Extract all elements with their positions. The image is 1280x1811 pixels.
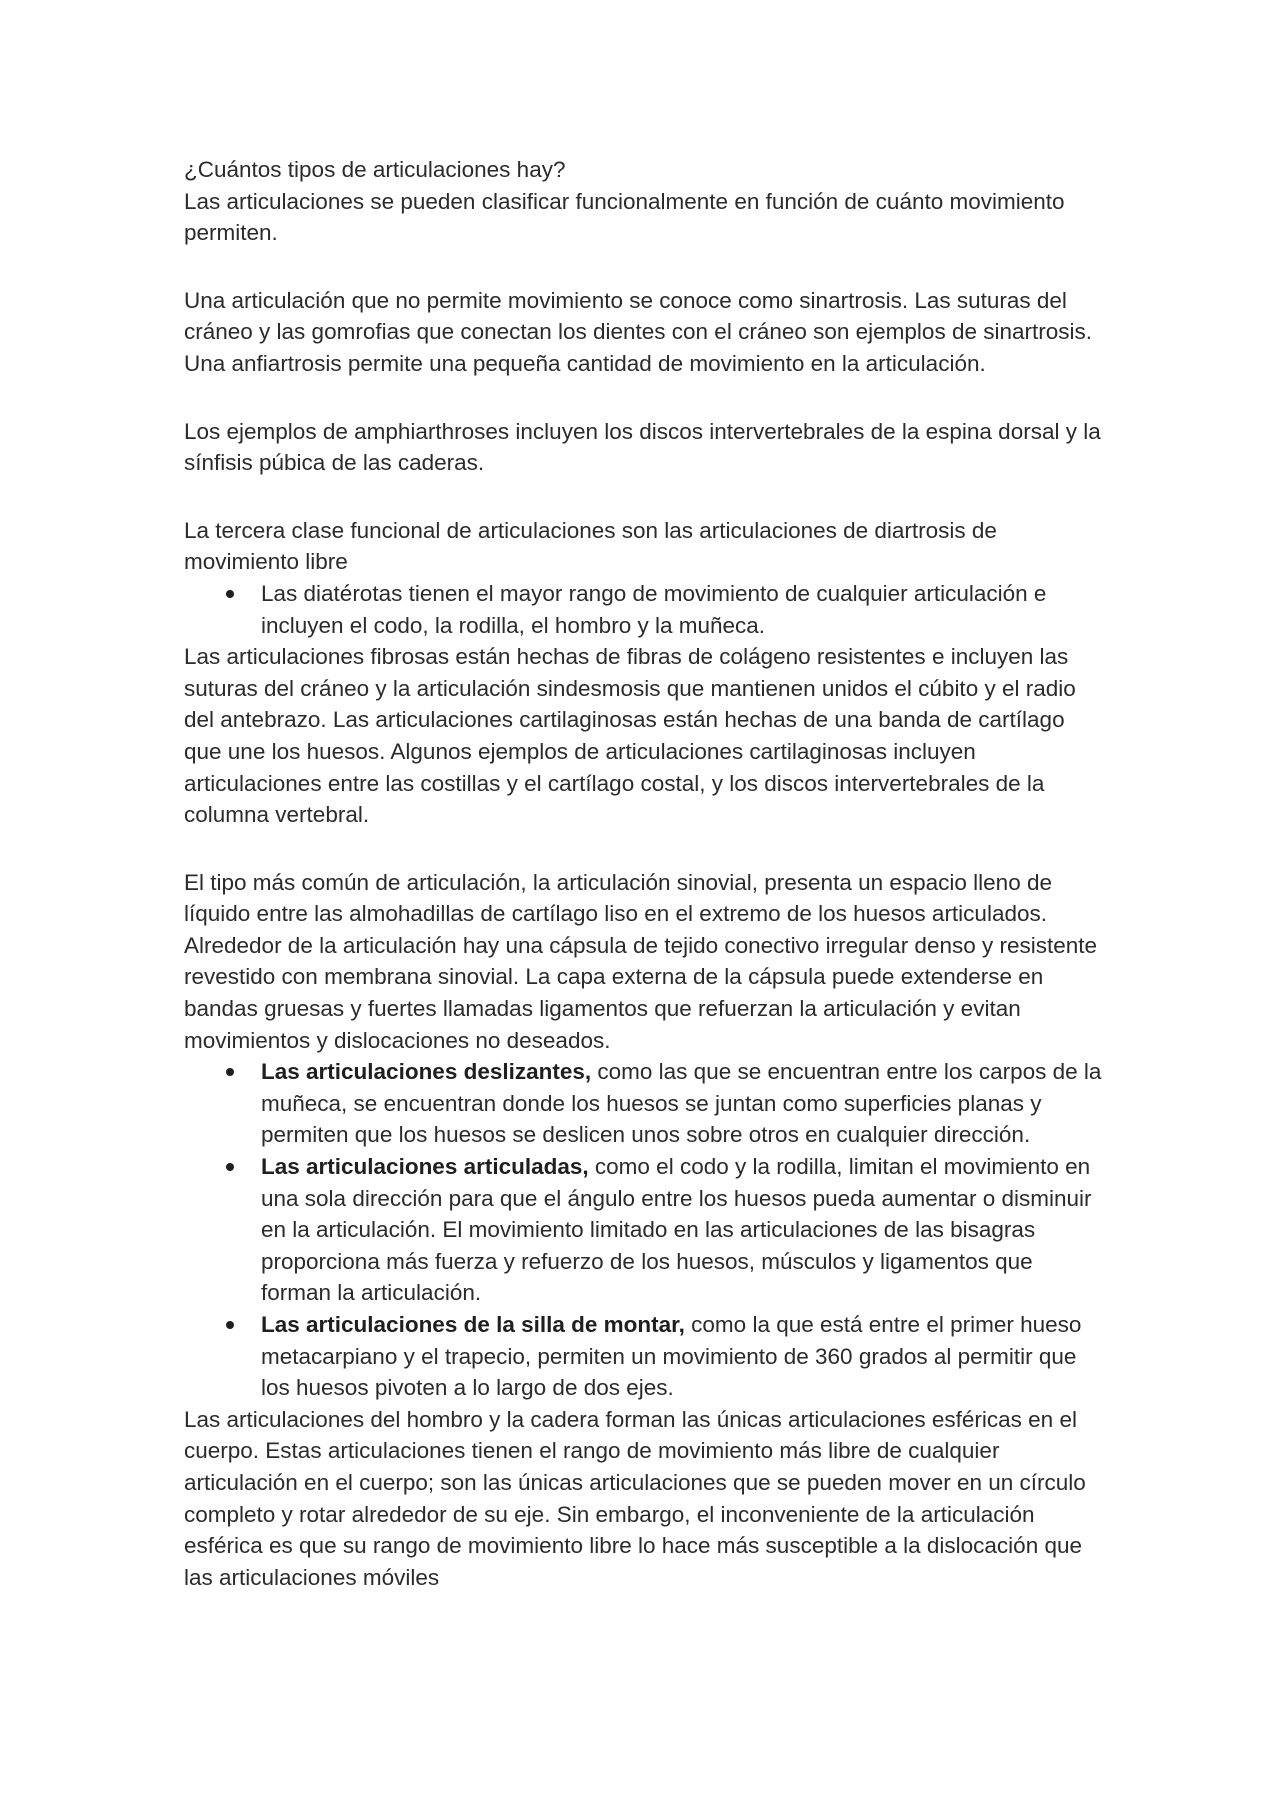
bullet-icon — [226, 1321, 234, 1329]
intro-paragraph: Las articulaciones se pueden clasificar funcionalmente en función de cuánto movimiento permiten. — [184, 188, 1065, 246]
synovial-paragraph: El tipo más común de articulación, la articulación sinovial, presenta un espacio lleno de líquido entre las almohadillas de cartílago liso en el extremo de los huesos articulados. Alrededor de la articulación hay una cápsula de tejido conectivo irregular denso y resistente revestido con membrana sinovial. La capa externa de la cápsula puede extenderse en bandas gruesas y fuertes llamadas ligamentos que refuerzan la articulación y evitan movimientos y dislocaciones no deseados. — [184, 869, 1098, 1053]
list-item-text: como el codo y la rodilla, limitan el movimiento en una sola dirección para que el ángulo entre los huesos pueda aumentar o disminuir en la articulación. El movimiento limitado en las articulaciones de las bisagras proporciona más fuerza y refuerzo de los huesos, músculos y ligamentos que forman la articulación. — [261, 1154, 1092, 1306]
question-heading: ¿Cuántos tipos de articulaciones hay? — [184, 157, 566, 182]
list-item — [184, 1056, 1104, 1151]
list-item-text: Las diatérotas tienen el mayor rango de movimiento de cualquier articulación e incluyen el codo, la rodilla, el hombro y la muñeca. — [261, 580, 1047, 638]
fibrous-paragraph: Las articulaciones fibrosas están hechas de fibras de colágeno resistentes e incluyen las suturas del cráneo y la articulación sindesmosis que mantienen unidos el cúbito y el radio del antebrazo. Las articulaciones cartilaginosas están hechas de una banda de cartílago que une los huesos. Algunos ejemplos de articulaciones cartilaginosas incluyen articulaciones entre las costillas y el cartílago costal, y los discos intervertebrales de la columna vertebral. — [184, 644, 1076, 828]
list-item — [184, 1151, 1104, 1309]
bullet-icon — [226, 590, 234, 598]
document-body — [184, 154, 1104, 1593]
list-item — [184, 1309, 1104, 1404]
amphiarthroses-paragraph: Los ejemplos de amphiarthroses incluyen los discos intervertebrales de la espina dorsal y la sínfisis púbica de las caderas. — [184, 418, 1101, 476]
diarthrosis-paragraph: La tercera clase funcional de articulaciones son las articulaciones de diartrosis de movimiento libre — [184, 517, 997, 575]
bullet-icon — [226, 1068, 234, 1076]
ball-joint-paragraph: Las articulaciones del hombro y la cadera forman las únicas articulaciones esféricas en el cuerpo. Estas articulaciones tienen el rango de movimiento más libre de cualquier articulación en el cuerpo; son las únicas articulaciones que se pueden mover en un círculo completo y rotar alrededor de su eje. Sin embargo, el inconveniente de la articulación esférica es que su rango de movimiento libre lo hace más susceptible a la dislocación que las articulaciones móviles — [184, 1406, 1086, 1590]
synarthrosis-paragraph: Una articulación que no permite movimiento se conoce como sinartrosis. Las suturas del cráneo y las gomrofias que conectan los dientes con el cráneo son ejemplos de sinartrosis. Una anfiartrosis permite una pequeña cantidad de movimiento en la articulación. — [184, 287, 1092, 376]
list-item-bold-term: Las articulaciones deslizantes, — [261, 1059, 592, 1085]
list-item — [184, 578, 1104, 641]
list-item-text: como la que está entre el primer hueso metacarpiano y el trapecio, permiten un movimiento de 360 grados al permitir que los huesos pivoten a lo largo de dos ejes. — [261, 1312, 1082, 1401]
list-item-text: como las que se encuentran entre los carpos de la muñeca, se encuentran donde los huesos se juntan como superficies planas y permiten que los huesos se deslicen unos sobre otros en cualquier dirección. — [261, 1059, 1102, 1148]
diarthrosis-bullet-list — [184, 578, 1104, 641]
list-item-bold-term: Las articulaciones articuladas, — [261, 1154, 589, 1180]
synovial-bullet-list — [184, 1056, 1104, 1404]
list-item-bold-term: Las articulaciones de la silla de montar, — [261, 1312, 685, 1337]
bullet-icon — [226, 1163, 234, 1171]
